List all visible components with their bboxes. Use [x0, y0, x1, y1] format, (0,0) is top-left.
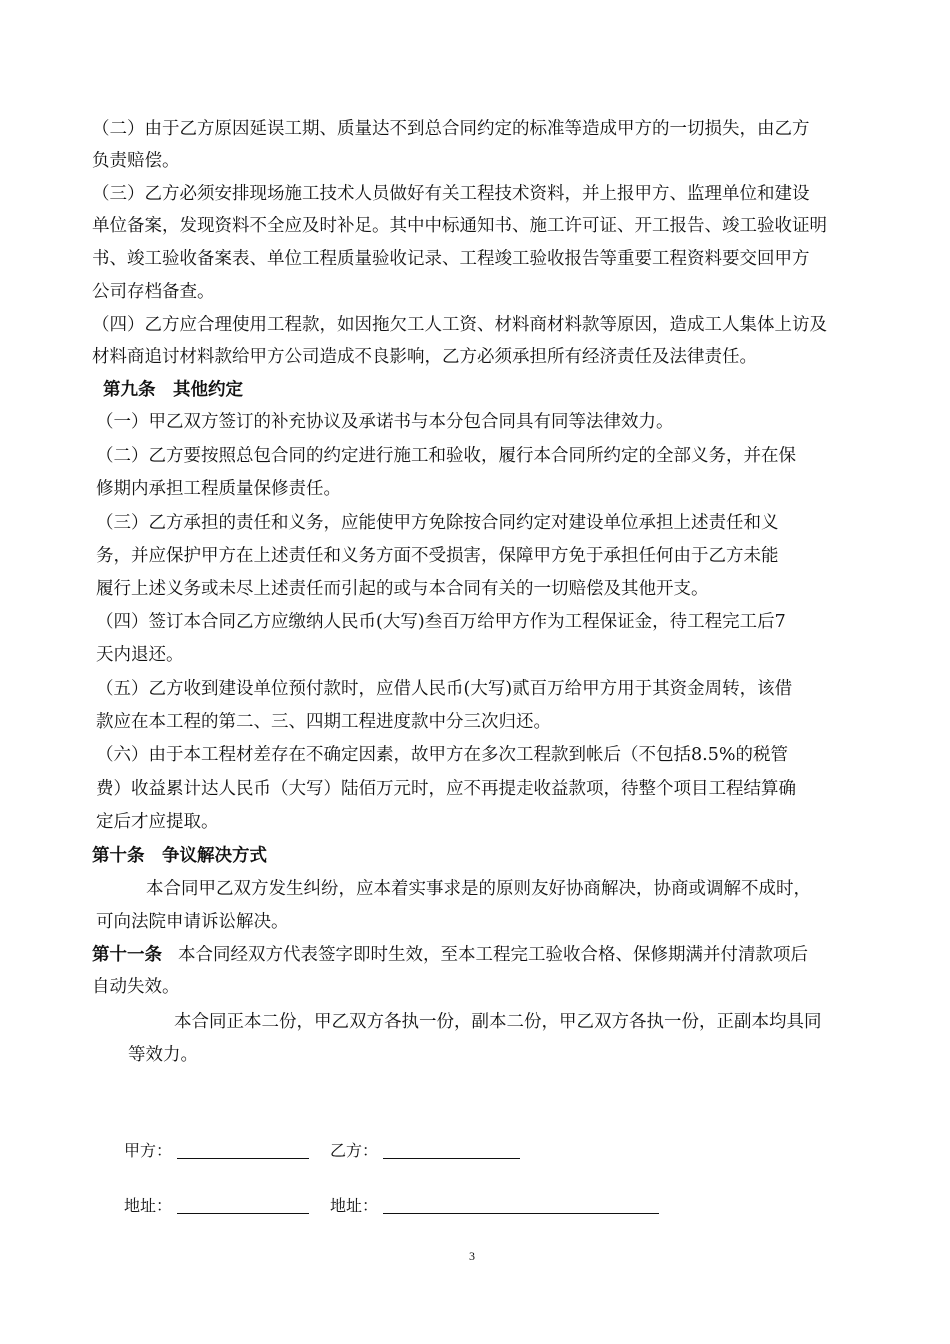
- clause-8-4-line-1: （四）乙方应合理使用工程款，如因拖欠工人工资、材料商材料款等原因，造成工人集体上访及: [92, 315, 827, 335]
- party-b-signature-line: [383, 1158, 520, 1159]
- clause-9-1-line-1: （一）甲乙双方签订的补充协议及承诺书与本分包合同具有同等法律效力。: [96, 412, 674, 432]
- party-a-signature-line: [177, 1158, 309, 1159]
- article-11-heading: 第十一条: [92, 945, 162, 965]
- clause-8-3-line-3: 书、竣工验收备案表、单位工程质量验收记录、工程竣工验收报告等重要工程资料要交回甲方: [92, 249, 810, 269]
- clause-9-3-line-3: 履行上述义务或未尽上述责任而引起的或与本合同有关的一切赔偿及其他开支。: [96, 579, 709, 599]
- article-10-line-2: 可向法院申请诉讼解决。: [96, 912, 289, 932]
- address-a-line: [177, 1213, 309, 1214]
- clause-9-5-line-1: （五）乙方收到建设单位预付款时，应借人民币(大写)贰百万给甲方用于其资金周转，该借: [96, 679, 793, 699]
- clause-9-2-line-2: 修期内承担工程质量保修责任。: [96, 479, 341, 499]
- clause-9-2-line-1: （二）乙方要按照总包合同的约定进行施工和验收，履行本合同所约定的全部义务，并在保: [96, 446, 796, 466]
- clause-9-4-line-1: （四）签订本合同乙方应缴纳人民币(大写)叁百万给甲方作为工程保证金，待工程完工后7: [96, 612, 786, 632]
- clause-8-2-line-2: 负责赔偿。: [92, 151, 180, 171]
- party-b-label: 乙方：: [330, 1141, 379, 1160]
- party-a-label: 甲方：: [124, 1141, 173, 1160]
- clause-9-6-line-3: 定后才应提取。: [96, 812, 219, 832]
- article-11-line-1: 本合同经双方代表签字即时生效，至本工程完工验收合格、保修期满并付清款项后: [178, 945, 808, 965]
- clause-8-3-line-2: 单位备案，发现资料不全应及时补足。其中中标通知书、施工许可证、开工报告、竣工验收证明: [92, 216, 827, 236]
- article-10-line-1: 本合同甲乙双方发生纠纷，应本着实事求是的原则友好协商解决，协商或调解不成时，: [146, 879, 811, 899]
- clause-9-3-line-2: 务，并应保护甲方在上述责任和义务方面不受损害，保障甲方免于承担任何由于乙方未能: [96, 546, 779, 566]
- clause-9-6-line-2: 费）收益累计达人民币（大写）陆佰万元时，应不再提走收益款项，待整个项目工程结算确: [96, 779, 796, 799]
- address-b-line: [383, 1213, 659, 1214]
- copies-line-1: 本合同正本二份，甲乙双方各执一份，副本二份，甲乙双方各执一份，正副本均具同: [174, 1012, 822, 1032]
- clause-8-3-line-1: （三）乙方必须安排现场施工技术人员做好有关工程技术资料，并上报甲方、监理单位和建设: [92, 184, 810, 204]
- clause-9-5-line-2: 款应在本工程的第二、三、四期工程进度款中分三次归还。: [96, 712, 551, 732]
- page-number: 3: [469, 1249, 475, 1263]
- address-b-label: 地址：: [330, 1196, 379, 1215]
- clause-9-4-line-2: 天内退还。: [96, 645, 184, 665]
- clause-8-2-line-1: （二）由于乙方原因延误工期、质量达不到总合同约定的标准等造成甲方的一切损失，由乙方: [92, 119, 810, 139]
- clause-8-4-line-2: 材料商追讨材料款给甲方公司造成不良影响，乙方必须承担所有经济责任及法律责任。: [92, 347, 757, 367]
- clause-9-3-line-1: （三）乙方承担的责任和义务，应能使甲方免除按合同约定对建设单位承担上述责任和义: [96, 513, 779, 533]
- clause-8-3-line-4: 公司存档备查。: [92, 282, 215, 302]
- article-9-heading: 第九条 其他约定: [103, 380, 243, 400]
- article-10-heading: 第十条 争议解决方式: [92, 846, 267, 866]
- address-a-label: 地址：: [124, 1196, 173, 1215]
- clause-9-6-line-1: （六）由于本工程材差存在不确定因素，故甲方在多次工程款到帐后（不包括8.5%的税管: [96, 745, 788, 765]
- copies-line-2: 等效力。: [128, 1045, 198, 1065]
- article-11-line-2: 自动失效。: [92, 977, 180, 997]
